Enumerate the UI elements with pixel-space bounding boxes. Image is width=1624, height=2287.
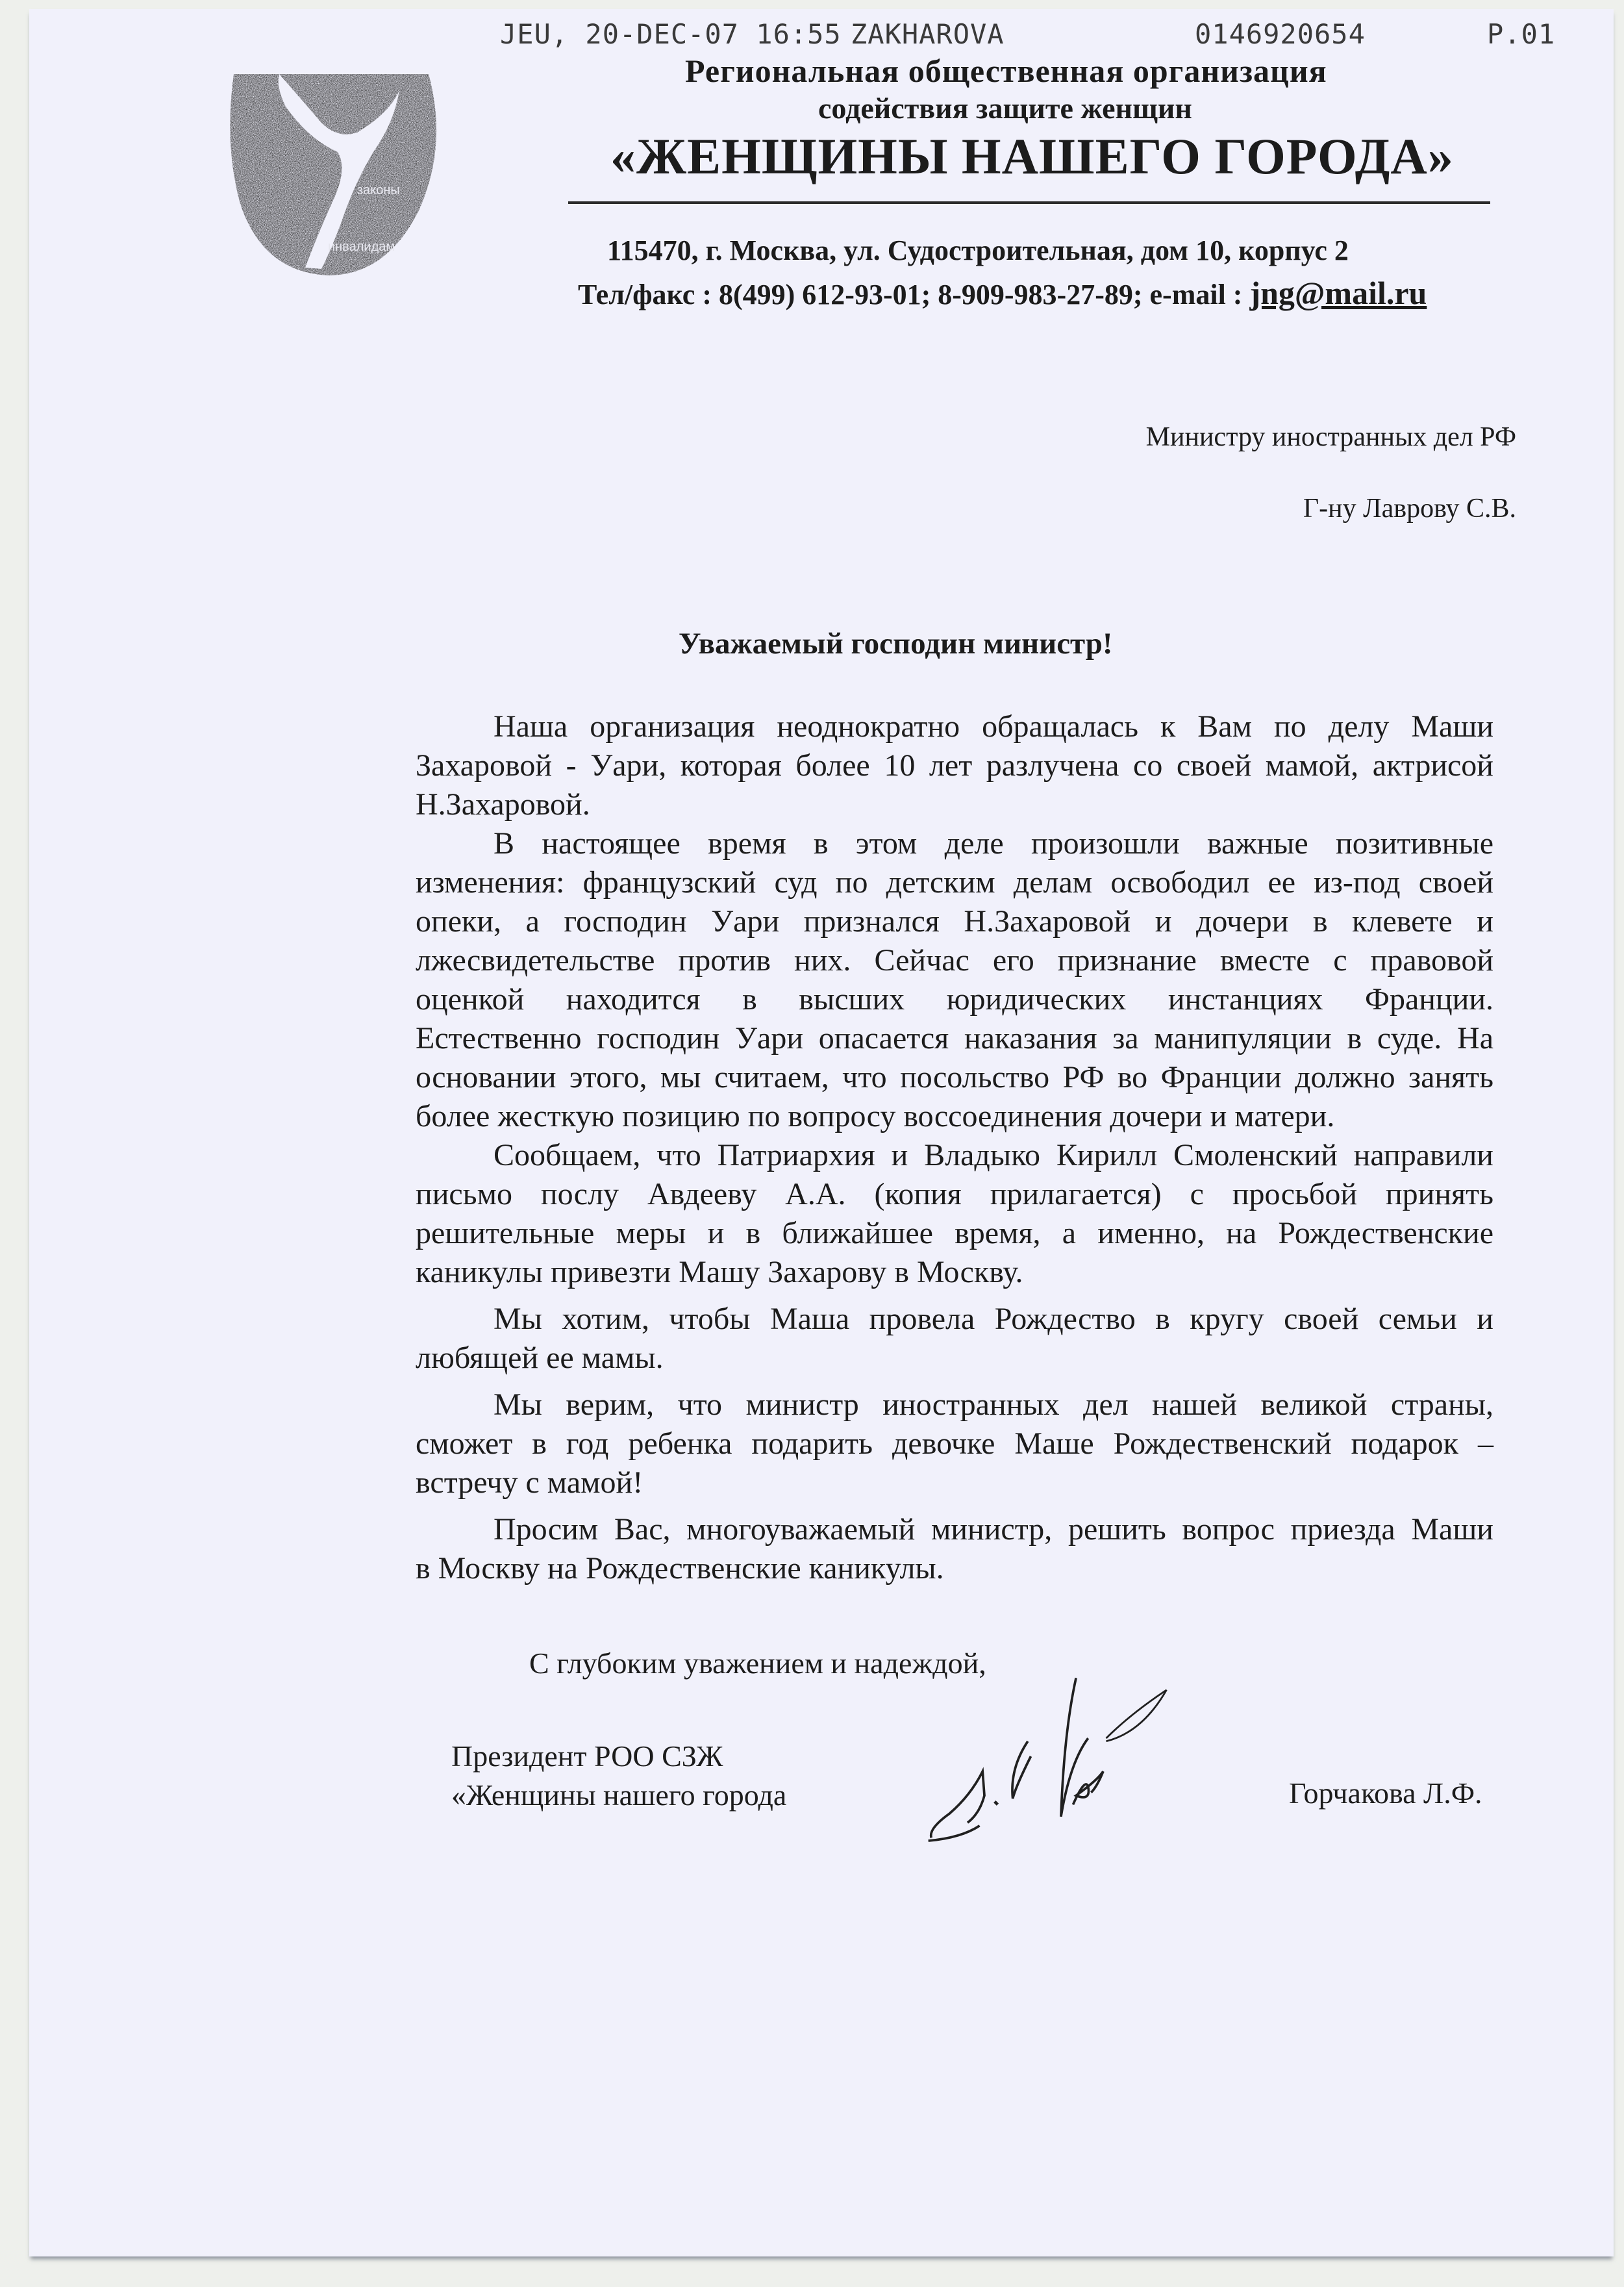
email-link[interactable]: jng@mail.ru xyxy=(1249,275,1427,311)
paragraph-spacer xyxy=(416,1378,1493,1385)
logo-text-fragment: инвалидам xyxy=(328,240,395,254)
handwritten-signature xyxy=(925,1665,1263,1847)
body-paragraph xyxy=(416,707,1493,824)
body-line: Мы хотим, чтобы Маша провела Рождество в кругу своей семьи и xyxy=(493,1302,1493,1336)
letterhead-divider xyxy=(568,201,1490,204)
org-name: «ЖЕНЩИНЫ НАШЕГО ГОРОДА» xyxy=(610,128,1454,184)
body-line: основании этого, мы считаем, что посольство РФ во Франции должно занять xyxy=(416,1060,1493,1094)
organization-logo xyxy=(224,61,484,282)
body-line: Сообщаем, что Патриархия и Владыко Кирилл Смоленский направили xyxy=(493,1138,1493,1172)
org-contacts xyxy=(578,274,1427,312)
body-line: оценкой находится в высших юридических инстанциях Франции. xyxy=(416,982,1493,1017)
body-line: встречу с мамой! xyxy=(416,1465,643,1500)
body-line: решительные меры и в ближайшее время, а именно, на Рождественские xyxy=(416,1216,1493,1250)
org-type-line: Региональная общественная организация xyxy=(685,53,1327,89)
body-line: Н.Захаровой. xyxy=(416,787,590,822)
phone-fax-numbers: Тел/факс : 8(499) 612-93-01; 8-909-983-27-89; e-mail : xyxy=(578,279,1250,310)
body-paragraph xyxy=(416,1385,1493,1502)
body-line: в Москву на Рождественские каникулы. xyxy=(416,1551,944,1586)
body-line: письмо послу Авдееву А.А. (копия прилагается) с просьбой принять xyxy=(416,1177,1493,1211)
closing-phrase: С глубоким уважением и надеждой, xyxy=(529,1647,986,1680)
body-line: каникулы привезти Машу Захарову в Москву. xyxy=(416,1255,1023,1289)
fax-phone-number: 0146920654 xyxy=(1195,18,1366,50)
fax-date-time: JEU, 20-DEC-07 16:55 xyxy=(500,18,842,50)
paragraph-spacer xyxy=(416,1292,1493,1300)
letter-body xyxy=(416,707,1493,1588)
logo-text-fragment: законы xyxy=(357,183,400,197)
fax-page-number: P.01 xyxy=(1487,18,1556,50)
closing-block xyxy=(451,1646,1555,1854)
body-line: лжесвидетельстве против них. Сейчас его признание вместе с правовой xyxy=(416,943,1493,978)
body-line: Наша организация неоднократно обращалась к Вам по делу Маши xyxy=(493,709,1493,744)
body-paragraph xyxy=(416,824,1493,1136)
signatory-name: Горчакова Л.Ф. xyxy=(1289,1776,1482,1810)
signatory-organization: «Женщины нашего города xyxy=(451,1778,787,1812)
body-line: Просим Вас, многоуважаемый министр, решить вопрос приезда Маши xyxy=(493,1512,1493,1547)
body-line: любящей ее мамы. xyxy=(416,1341,664,1375)
signatory-title: Президент РОО СЗЖ xyxy=(451,1739,723,1773)
body-paragraph xyxy=(416,1510,1493,1588)
org-purpose-line: содействия защите женщин xyxy=(818,92,1192,125)
body-line: Захаровой - Уари, которая более 10 лет разлучена со своей мамой, актрисой xyxy=(416,748,1493,783)
signatory-title-block xyxy=(451,1737,786,1815)
body-line: изменения: французский суд по детским делам освободил ее из-под своей xyxy=(416,865,1493,900)
body-line: сможет в год ребенка подарить девочке Маше Рождественский подарок – xyxy=(416,1426,1493,1461)
body-paragraph xyxy=(416,1300,1493,1378)
org-address: 115470, г. Москва, ул. Судостроительная, дом 10, корпус 2 xyxy=(607,234,1349,266)
body-line: В настоящее время в этом деле произошли важные позитивные xyxy=(493,826,1493,861)
body-line: более жесткую позицию по вопросу воссоединения дочери и матери. xyxy=(416,1099,1335,1133)
body-line: Мы верим, что министр иностранных дел нашей великой страны, xyxy=(493,1387,1493,1422)
salutation: Уважаемый господин министр! xyxy=(679,627,1113,661)
paragraph-spacer xyxy=(416,1502,1493,1510)
letter-page xyxy=(29,9,1614,2256)
addressee-position: Министру иностранных дел РФ xyxy=(1145,422,1516,452)
fax-sender-id: ZAKHAROVA xyxy=(851,18,1005,50)
body-line: Естественно господин Уари опасается наказания за манипуляции в суде. На xyxy=(416,1021,1493,1055)
addressee-name: Г-ну Лаврову С.В. xyxy=(1303,494,1516,524)
body-paragraph xyxy=(416,1136,1493,1292)
body-line: опеки, а господин Уари признался Н.Захаровой и дочери в клевете и xyxy=(416,904,1493,939)
